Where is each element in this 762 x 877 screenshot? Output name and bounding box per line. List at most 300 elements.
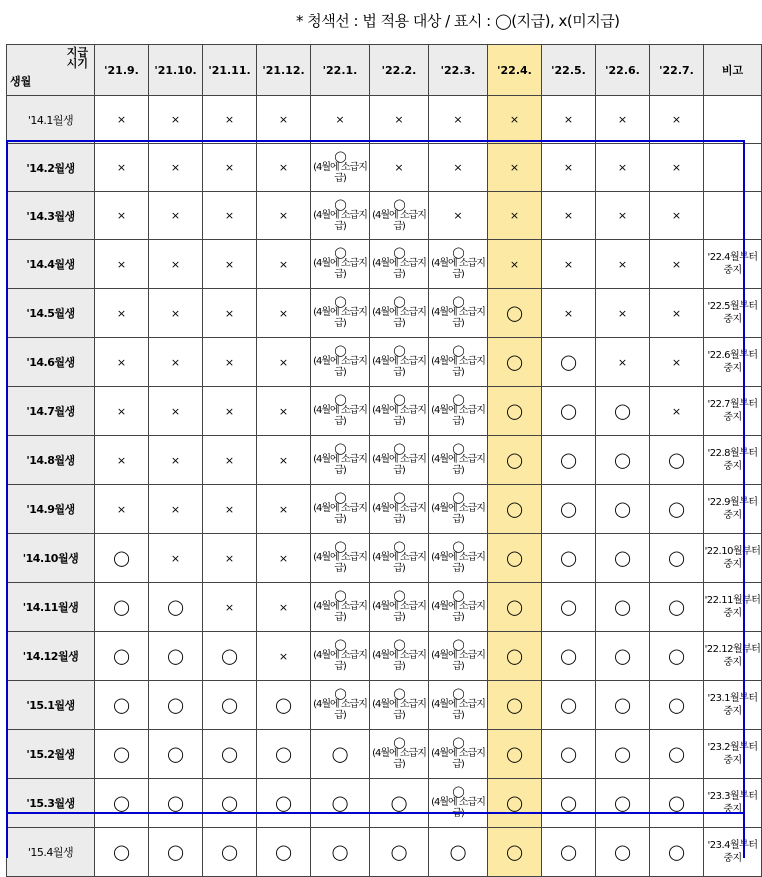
payment-cell bbox=[488, 436, 542, 485]
payment-cell bbox=[488, 289, 542, 338]
payment-cell bbox=[149, 96, 203, 144]
retro-text: (4월에 소급지급) bbox=[313, 601, 367, 623]
retro-text: (4월에 소급지급) bbox=[313, 503, 367, 525]
unpaid-x-icon: × bbox=[617, 257, 628, 271]
retro-paid-mark bbox=[371, 591, 427, 623]
paid-circle-icon: ◯ bbox=[560, 745, 577, 763]
retro-paid-mark bbox=[430, 493, 486, 525]
retro-paid-cell bbox=[429, 779, 488, 828]
paid-circle-icon: ◯ bbox=[393, 540, 405, 553]
payment-cell bbox=[488, 240, 542, 289]
unpaid-x-icon: × bbox=[563, 113, 574, 126]
unpaid-x-icon: × bbox=[617, 355, 628, 369]
payment-cell bbox=[596, 387, 650, 436]
payment-cell bbox=[650, 779, 704, 828]
retro-text: (4월에 소급지급) bbox=[431, 356, 485, 378]
retro-paid-mark bbox=[430, 248, 486, 280]
retro-paid-cell bbox=[429, 387, 488, 436]
retro-paid-mark bbox=[430, 689, 486, 721]
corner-header-bottom: 생월 bbox=[10, 75, 32, 88]
retro-text: (4월에 소급지급) bbox=[313, 405, 367, 427]
paid-circle-icon: ◯ bbox=[560, 402, 577, 420]
paid-circle-icon: ◯ bbox=[113, 843, 130, 861]
payment-cell bbox=[542, 192, 596, 240]
payment-cell bbox=[257, 730, 311, 779]
retro-paid-mark bbox=[371, 542, 427, 574]
retro-paid-cell bbox=[429, 681, 488, 730]
payment-cell bbox=[149, 240, 203, 289]
payment-cell bbox=[370, 828, 429, 877]
row-label: '14.9월생 bbox=[7, 485, 95, 534]
row-label: '15.3월생 bbox=[7, 779, 95, 828]
retro-text: (4월에 소급지급) bbox=[431, 748, 485, 770]
payment-cell bbox=[650, 632, 704, 681]
paid-circle-icon: ◯ bbox=[668, 843, 685, 861]
payment-cell bbox=[311, 828, 370, 877]
payment-cell bbox=[257, 144, 311, 192]
paid-circle-icon: ◯ bbox=[506, 647, 523, 665]
unpaid-x-icon: × bbox=[453, 113, 463, 126]
retro-text: (4월에 소급지급) bbox=[431, 601, 485, 623]
remark-header: 비고 bbox=[704, 45, 762, 96]
paid-circle-icon: ◯ bbox=[275, 843, 292, 861]
paid-circle-icon: ◯ bbox=[167, 647, 184, 665]
payment-cell bbox=[203, 240, 257, 289]
paid-circle-icon: ◯ bbox=[393, 491, 405, 504]
paid-circle-icon: ◯ bbox=[560, 549, 577, 567]
payment-cell bbox=[542, 632, 596, 681]
payment-cell bbox=[650, 387, 704, 436]
paid-circle-icon: ◯ bbox=[668, 794, 685, 812]
unpaid-x-icon: × bbox=[278, 209, 289, 222]
paid-circle-icon: ◯ bbox=[113, 794, 130, 812]
corner-header-cell bbox=[7, 45, 95, 96]
table-row bbox=[7, 583, 762, 632]
paid-circle-icon: ◯ bbox=[560, 647, 577, 665]
retro-paid-cell bbox=[370, 192, 429, 240]
unpaid-x-icon: × bbox=[617, 209, 628, 222]
paid-circle-icon: ◯ bbox=[334, 589, 346, 602]
paid-circle-icon: ◯ bbox=[331, 745, 349, 763]
retro-paid-mark bbox=[312, 248, 368, 280]
payment-cell bbox=[149, 485, 203, 534]
retro-paid-cell bbox=[370, 338, 429, 387]
payment-cell bbox=[149, 632, 203, 681]
retro-text: (4월에 소급지급) bbox=[431, 454, 485, 476]
unpaid-x-icon: × bbox=[394, 113, 404, 126]
row-label: '15.2월생 bbox=[7, 730, 95, 779]
unpaid-x-icon: × bbox=[224, 404, 235, 418]
payment-cell bbox=[596, 828, 650, 877]
paid-circle-icon: ◯ bbox=[452, 638, 464, 651]
unpaid-x-icon: × bbox=[224, 502, 235, 516]
unpaid-x-icon: × bbox=[170, 453, 181, 467]
payment-cell bbox=[542, 828, 596, 877]
payment-cell bbox=[149, 681, 203, 730]
payment-cell bbox=[257, 534, 311, 583]
payment-cell bbox=[95, 632, 149, 681]
retro-paid-cell bbox=[370, 240, 429, 289]
retro-text: (4월에 소급지급) bbox=[431, 552, 485, 574]
payment-cell bbox=[203, 779, 257, 828]
retro-text: (4월에 소급지급) bbox=[372, 454, 426, 476]
payment-cell bbox=[542, 779, 596, 828]
payment-cell bbox=[370, 144, 429, 192]
paid-circle-icon: ◯ bbox=[560, 451, 577, 469]
unpaid-x-icon: × bbox=[671, 404, 682, 418]
payment-cell bbox=[203, 289, 257, 338]
unpaid-x-icon: × bbox=[170, 355, 181, 369]
unpaid-x-icon: × bbox=[224, 209, 235, 222]
unpaid-x-icon: × bbox=[116, 113, 127, 126]
unpaid-x-icon: × bbox=[170, 306, 181, 320]
paid-circle-icon: ◯ bbox=[393, 687, 405, 700]
payment-cell bbox=[429, 828, 488, 877]
payment-cell bbox=[488, 681, 542, 730]
retro-text: (4월에 소급지급) bbox=[313, 650, 367, 672]
payment-cell bbox=[650, 192, 704, 240]
paid-circle-icon: ◯ bbox=[452, 687, 464, 700]
unpaid-x-icon: × bbox=[170, 161, 181, 174]
retro-text: (4월에 소급지급) bbox=[372, 552, 426, 574]
unpaid-x-icon: × bbox=[170, 209, 181, 222]
row-label: '14.7월생 bbox=[7, 387, 95, 436]
payment-cell bbox=[488, 96, 542, 144]
paid-circle-icon: ◯ bbox=[275, 794, 292, 812]
payment-cell bbox=[257, 240, 311, 289]
row-label: '14.8월생 bbox=[7, 436, 95, 485]
paid-circle-icon: ◯ bbox=[334, 344, 346, 357]
retro-paid-cell bbox=[370, 289, 429, 338]
retro-text: (4월에 소급지급) bbox=[313, 552, 367, 574]
retro-paid-cell bbox=[311, 534, 370, 583]
unpaid-x-icon: × bbox=[170, 502, 181, 516]
payment-cell bbox=[542, 289, 596, 338]
paid-circle-icon: ◯ bbox=[334, 638, 346, 651]
unpaid-x-icon: × bbox=[563, 257, 574, 271]
paid-circle-icon: ◯ bbox=[668, 500, 685, 518]
retro-text: (4월에 소급지급) bbox=[372, 601, 426, 623]
unpaid-x-icon: × bbox=[224, 306, 235, 320]
retro-paid-cell bbox=[311, 144, 370, 192]
retro-text: (4월에 소급지급) bbox=[431, 650, 485, 672]
retro-paid-mark bbox=[430, 640, 486, 672]
paid-circle-icon: ◯ bbox=[506, 353, 523, 371]
paid-circle-icon: ◯ bbox=[560, 598, 577, 616]
retro-paid-cell bbox=[370, 534, 429, 583]
retro-paid-mark bbox=[312, 591, 368, 623]
unpaid-x-icon: × bbox=[278, 257, 289, 271]
retro-paid-mark bbox=[371, 197, 427, 232]
unpaid-x-icon: × bbox=[170, 551, 181, 565]
retro-paid-cell bbox=[311, 485, 370, 534]
paid-circle-icon: ◯ bbox=[506, 304, 523, 322]
retro-paid-cell bbox=[311, 583, 370, 632]
paid-circle-icon: ◯ bbox=[506, 451, 523, 469]
retro-paid-mark bbox=[430, 297, 486, 329]
retro-text: (4월에 소급지급) bbox=[313, 161, 367, 184]
paid-circle-icon: ◯ bbox=[393, 246, 405, 259]
unpaid-x-icon: × bbox=[278, 161, 289, 174]
paid-circle-icon: ◯ bbox=[452, 736, 464, 749]
payment-cell bbox=[488, 485, 542, 534]
remark-cell: '22.10월부터 중지 bbox=[704, 534, 762, 583]
payment-cell bbox=[596, 632, 650, 681]
retro-text: (4월에 소급지급) bbox=[372, 503, 426, 525]
row-label: '14.11월생 bbox=[7, 583, 95, 632]
paid-circle-icon: ◯ bbox=[167, 745, 184, 763]
paid-circle-icon: ◯ bbox=[275, 745, 292, 763]
payment-cell bbox=[542, 436, 596, 485]
unpaid-x-icon: × bbox=[671, 161, 682, 174]
paid-circle-icon: ◯ bbox=[393, 736, 405, 749]
paid-circle-icon: ◯ bbox=[452, 295, 464, 308]
paid-circle-icon: ◯ bbox=[560, 353, 577, 371]
paid-circle-icon: ◯ bbox=[614, 500, 631, 518]
retro-paid-cell bbox=[370, 730, 429, 779]
retro-paid-cell bbox=[370, 583, 429, 632]
payment-cell bbox=[542, 338, 596, 387]
retro-paid-mark bbox=[371, 395, 427, 427]
remark-cell bbox=[704, 192, 762, 240]
month-header: '22.2. bbox=[370, 45, 429, 96]
payment-cell bbox=[95, 681, 149, 730]
payment-cell bbox=[596, 192, 650, 240]
payment-cell bbox=[650, 583, 704, 632]
retro-text: (4월에 소급지급) bbox=[431, 797, 485, 819]
payment-cell bbox=[95, 96, 149, 144]
payment-cell bbox=[203, 96, 257, 144]
paid-circle-icon: ◯ bbox=[334, 149, 346, 163]
table-row bbox=[7, 681, 762, 730]
retro-text: (4월에 소급지급) bbox=[372, 258, 426, 280]
paid-circle-icon: ◯ bbox=[221, 745, 238, 763]
payment-cell bbox=[149, 583, 203, 632]
payment-cell bbox=[257, 96, 311, 144]
payment-cell bbox=[650, 485, 704, 534]
retro-paid-mark bbox=[430, 444, 486, 476]
payment-cell bbox=[542, 681, 596, 730]
corner-header-top: 지급 시기 bbox=[66, 46, 88, 70]
payment-cell bbox=[203, 387, 257, 436]
remark-cell: '22.9월부터 중지 bbox=[704, 485, 762, 534]
paid-circle-icon: ◯ bbox=[614, 843, 631, 861]
paid-circle-icon: ◯ bbox=[452, 246, 464, 259]
unpaid-x-icon: × bbox=[116, 404, 127, 418]
payment-cell bbox=[311, 730, 370, 779]
payment-cell bbox=[650, 144, 704, 192]
unpaid-x-icon: × bbox=[278, 551, 289, 565]
unpaid-x-icon: × bbox=[278, 600, 289, 614]
payment-cell bbox=[488, 828, 542, 877]
paid-circle-icon: ◯ bbox=[506, 794, 523, 812]
payment-cell bbox=[95, 730, 149, 779]
retro-paid-mark bbox=[312, 689, 368, 721]
unpaid-x-icon: × bbox=[224, 551, 235, 565]
paid-circle-icon: ◯ bbox=[614, 647, 631, 665]
paid-circle-icon: ◯ bbox=[668, 598, 685, 616]
paid-circle-icon: ◯ bbox=[393, 197, 405, 211]
paid-circle-icon: ◯ bbox=[506, 843, 523, 861]
paid-circle-icon: ◯ bbox=[393, 344, 405, 357]
paid-circle-icon: ◯ bbox=[614, 696, 631, 714]
unpaid-x-icon: × bbox=[224, 355, 235, 369]
payment-cell bbox=[95, 779, 149, 828]
unpaid-x-icon: × bbox=[278, 306, 289, 320]
unpaid-x-icon: × bbox=[453, 209, 463, 222]
paid-circle-icon: ◯ bbox=[668, 647, 685, 665]
retro-paid-cell bbox=[311, 681, 370, 730]
payment-cell bbox=[650, 730, 704, 779]
retro-text: (4월에 소급지급) bbox=[313, 258, 367, 280]
unpaid-x-icon: × bbox=[116, 306, 127, 320]
payment-cell bbox=[149, 192, 203, 240]
paid-circle-icon: ◯ bbox=[167, 794, 184, 812]
payment-cell bbox=[488, 338, 542, 387]
unpaid-x-icon: × bbox=[509, 257, 520, 271]
payment-cell bbox=[257, 436, 311, 485]
unpaid-x-icon: × bbox=[509, 209, 520, 222]
payment-cell bbox=[542, 485, 596, 534]
retro-text: (4월에 소급지급) bbox=[431, 307, 485, 329]
paid-circle-icon: ◯ bbox=[668, 451, 685, 469]
payment-cell bbox=[650, 96, 704, 144]
paid-circle-icon: ◯ bbox=[275, 696, 292, 714]
paid-circle-icon: ◯ bbox=[390, 843, 408, 861]
row-label: '14.6월생 bbox=[7, 338, 95, 387]
table-row bbox=[7, 779, 762, 828]
payment-cell bbox=[95, 436, 149, 485]
paid-circle-icon: ◯ bbox=[113, 745, 130, 763]
payment-cell bbox=[257, 681, 311, 730]
unpaid-x-icon: × bbox=[278, 502, 289, 516]
payment-cell bbox=[149, 534, 203, 583]
payment-cell bbox=[203, 144, 257, 192]
paid-circle-icon: ◯ bbox=[614, 794, 631, 812]
payment-cell bbox=[95, 240, 149, 289]
paid-circle-icon: ◯ bbox=[390, 794, 408, 812]
retro-paid-mark bbox=[312, 640, 368, 672]
payment-cell bbox=[203, 192, 257, 240]
month-header: '21.10. bbox=[149, 45, 203, 96]
paid-circle-icon: ◯ bbox=[334, 491, 346, 504]
payment-cell bbox=[650, 681, 704, 730]
table-row bbox=[7, 192, 762, 240]
payment-cell bbox=[542, 96, 596, 144]
payment-cell bbox=[95, 289, 149, 338]
paid-circle-icon: ◯ bbox=[221, 647, 238, 665]
payment-cell bbox=[650, 289, 704, 338]
payment-cell bbox=[650, 828, 704, 877]
unpaid-x-icon: × bbox=[116, 355, 127, 369]
paid-circle-icon: ◯ bbox=[506, 696, 523, 714]
paid-circle-icon: ◯ bbox=[393, 393, 405, 406]
paid-circle-icon: ◯ bbox=[167, 843, 184, 861]
payment-cell bbox=[596, 779, 650, 828]
unpaid-x-icon: × bbox=[278, 113, 289, 126]
payment-cell bbox=[650, 534, 704, 583]
payment-cell bbox=[203, 730, 257, 779]
paid-circle-icon: ◯ bbox=[560, 500, 577, 518]
table-row bbox=[7, 485, 762, 534]
paid-circle-icon: ◯ bbox=[113, 598, 130, 616]
row-label: '14.1월생 bbox=[7, 96, 95, 144]
payment-cell bbox=[596, 436, 650, 485]
retro-paid-mark bbox=[312, 493, 368, 525]
retro-text: (4월에 소급지급) bbox=[313, 209, 367, 232]
paid-circle-icon: ◯ bbox=[221, 696, 238, 714]
unpaid-x-icon: × bbox=[453, 161, 463, 174]
remark-cell: '23.2월부터 중지 bbox=[704, 730, 762, 779]
unpaid-x-icon: × bbox=[563, 209, 574, 222]
payment-cell bbox=[488, 387, 542, 436]
paid-circle-icon: ◯ bbox=[167, 598, 184, 616]
month-header: '21.11. bbox=[203, 45, 257, 96]
payment-cell bbox=[650, 338, 704, 387]
paid-circle-icon: ◯ bbox=[560, 696, 577, 714]
retro-paid-cell bbox=[311, 338, 370, 387]
retro-text: (4월에 소급지급) bbox=[372, 209, 426, 232]
paid-circle-icon: ◯ bbox=[113, 549, 130, 567]
payment-cell bbox=[542, 583, 596, 632]
retro-paid-mark bbox=[371, 248, 427, 280]
payment-cell bbox=[596, 338, 650, 387]
retro-text: (4월에 소급지급) bbox=[372, 699, 426, 721]
payment-cell bbox=[596, 583, 650, 632]
unpaid-x-icon: × bbox=[278, 649, 289, 663]
remark-cell: '22.11월부터 중지 bbox=[704, 583, 762, 632]
payment-cell bbox=[149, 387, 203, 436]
paid-circle-icon: ◯ bbox=[668, 549, 685, 567]
retro-paid-mark bbox=[430, 787, 486, 819]
retro-text: (4월에 소급지급) bbox=[431, 503, 485, 525]
unpaid-x-icon: × bbox=[617, 306, 628, 320]
paid-circle-icon: ◯ bbox=[393, 442, 405, 455]
retro-paid-cell bbox=[429, 289, 488, 338]
month-header: '22.5. bbox=[542, 45, 596, 96]
paid-circle-icon: ◯ bbox=[334, 540, 346, 553]
payment-cell bbox=[95, 534, 149, 583]
payment-cell bbox=[488, 144, 542, 192]
payment-cell bbox=[95, 192, 149, 240]
retro-paid-cell bbox=[370, 681, 429, 730]
payment-cell bbox=[542, 387, 596, 436]
retro-text: (4월에 소급지급) bbox=[313, 307, 367, 329]
paid-circle-icon: ◯ bbox=[452, 540, 464, 553]
month-header: '22.7. bbox=[650, 45, 704, 96]
unpaid-x-icon: × bbox=[335, 113, 345, 126]
retro-paid-cell bbox=[311, 240, 370, 289]
retro-paid-mark bbox=[312, 297, 368, 329]
retro-paid-cell bbox=[429, 730, 488, 779]
unpaid-x-icon: × bbox=[617, 113, 628, 126]
payment-cell bbox=[596, 730, 650, 779]
paid-circle-icon: ◯ bbox=[449, 843, 467, 861]
payment-cell bbox=[257, 632, 311, 681]
unpaid-x-icon: × bbox=[116, 502, 127, 516]
paid-circle-icon: ◯ bbox=[334, 246, 346, 259]
month-header: '22.3. bbox=[429, 45, 488, 96]
payment-cell bbox=[203, 632, 257, 681]
retro-text: (4월에 소급지급) bbox=[372, 307, 426, 329]
unpaid-x-icon: × bbox=[170, 113, 181, 126]
unpaid-x-icon: × bbox=[116, 257, 127, 271]
retro-paid-cell bbox=[370, 485, 429, 534]
payment-cell bbox=[203, 436, 257, 485]
remark-cell: '22.8월부터 중지 bbox=[704, 436, 762, 485]
paid-circle-icon: ◯ bbox=[331, 794, 349, 812]
payment-cell bbox=[488, 730, 542, 779]
